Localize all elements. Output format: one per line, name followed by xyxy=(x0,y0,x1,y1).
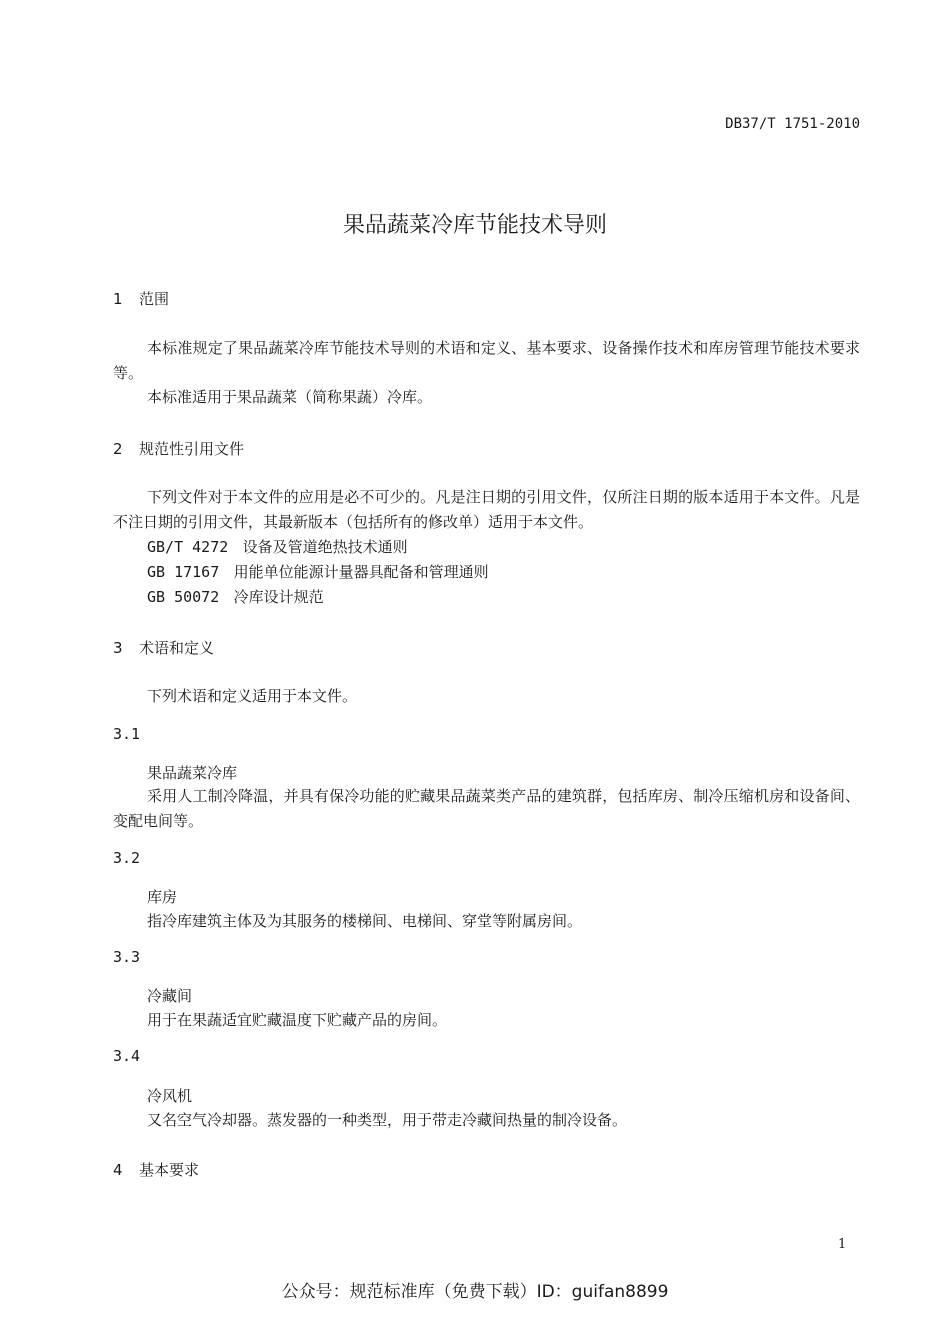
section-title: 术语和定义 xyxy=(139,639,215,657)
term-name: 库房 xyxy=(147,888,178,906)
section-intro: 下列术语和定义适用于本文件。 xyxy=(147,687,358,705)
reference-name: 设备及管道绝热技术通则 xyxy=(242,538,408,556)
term-number: 3.2 xyxy=(113,849,141,867)
reference-name: 冷库设计规范 xyxy=(233,588,324,606)
reference-name: 用能单位能源计量器具配备和管理通则 xyxy=(233,563,489,581)
reference-item xyxy=(147,536,408,557)
paragraph: 本标准规定了果品蔬菜冷库节能技术导则的术语和定义、基本要求、设备操作技术和库房管理节能技术要求等。 xyxy=(113,339,860,382)
footer-watermark: 公众号：规范标准库（免费下载）ID：guifan8899 xyxy=(281,1282,669,1302)
section-heading xyxy=(113,288,169,309)
section-number: 1 xyxy=(113,290,123,308)
term-definition: 采用人工制冷降温，并具有保冷功能的贮藏果品蔬菜类产品的建筑群，包括库房、制冷压缩机房和设备间、变配电间等。 xyxy=(113,787,860,830)
document-title: 果品蔬菜冷库节能技术导则 xyxy=(342,213,607,238)
paragraph: 下列文件对于本文件的应用是必不可少的。凡是注日期的引用文件，仅所注日期的版本适用于本文件。凡是不注日期的引用文件，其最新版本（包括所有的修改单）适用于本文件。 xyxy=(113,488,860,531)
section-title: 基本要求 xyxy=(139,1161,200,1179)
page-number: 1 xyxy=(838,1237,847,1252)
term-number: 3.4 xyxy=(113,1047,141,1065)
reference-code: GB/T 4272 xyxy=(147,538,229,556)
term-definition: 指冷库建筑主体及为其服务的楼梯间、电梯间、穿堂等附属房间。 xyxy=(147,912,583,930)
term-name: 冷风机 xyxy=(147,1087,193,1105)
standard-code: DB37/T 1751-2010 xyxy=(725,116,860,132)
reference-item xyxy=(147,586,324,607)
reference-code: GB 50072 xyxy=(147,588,220,606)
term-definition: 又名空气冷却器。蒸发器的一种类型，用于带走冷藏间热量的制冷设备。 xyxy=(147,1111,628,1129)
section-heading xyxy=(113,637,214,658)
term-number: 3.1 xyxy=(113,725,141,743)
term-name: 果品蔬菜冷库 xyxy=(147,764,238,782)
section-heading xyxy=(113,438,244,459)
section-title: 规范性引用文件 xyxy=(139,440,245,458)
section-number: 2 xyxy=(113,440,123,458)
reference-item xyxy=(147,561,489,582)
section-number: 3 xyxy=(113,639,123,657)
section-title: 范围 xyxy=(139,290,170,308)
section-heading xyxy=(113,1159,199,1180)
term-definition: 用于在果蔬适宜贮藏温度下贮藏产品的房间。 xyxy=(147,1011,448,1029)
term-number: 3.3 xyxy=(113,948,141,966)
reference-code: GB 17167 xyxy=(147,563,220,581)
term-name: 冷藏间 xyxy=(147,987,193,1005)
paragraph: 本标准适用于果品蔬菜（简称果蔬）冷库。 xyxy=(147,388,433,406)
section-number: 4 xyxy=(113,1161,123,1179)
